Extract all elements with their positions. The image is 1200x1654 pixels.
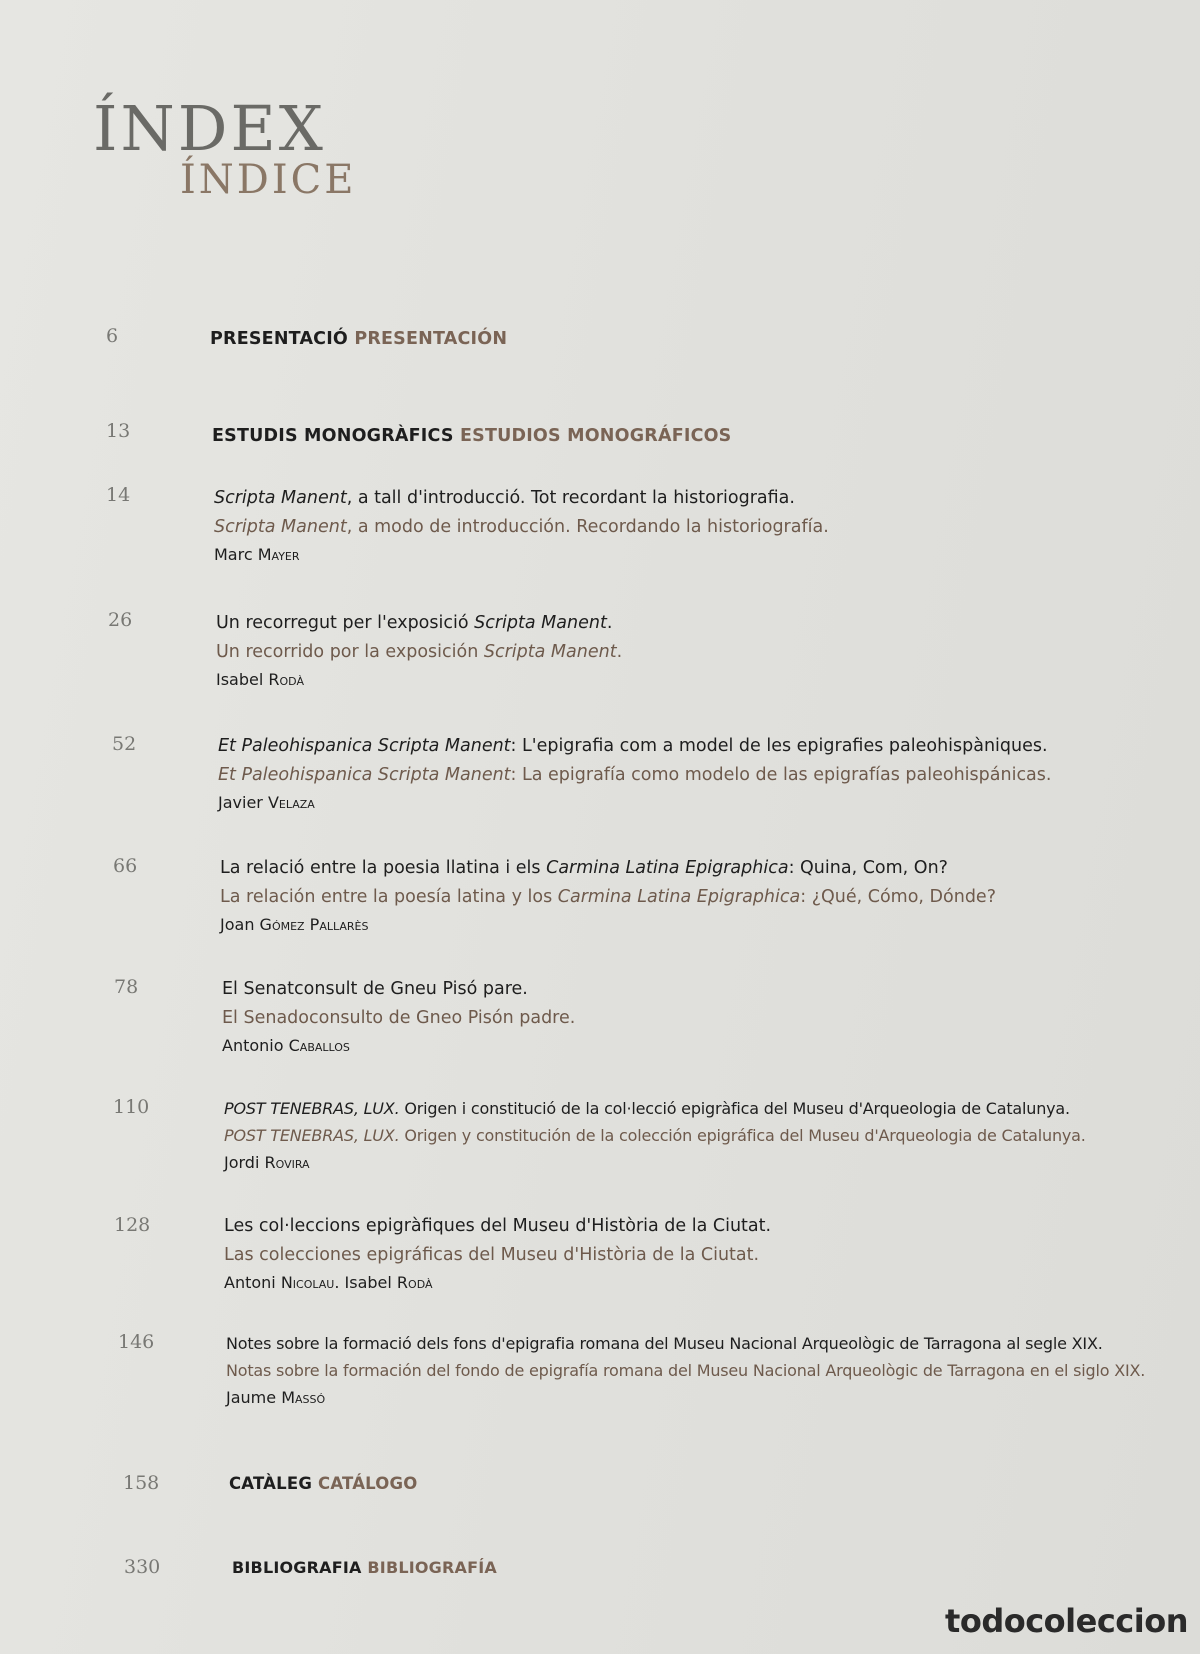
- page-number: 78: [114, 976, 139, 998]
- section-heading-ca: ESTUDIS MONOGRÀFICS: [212, 426, 454, 446]
- entry-title-es: POST TENEBRAS, LUX. Origen y constitución de la colección epigráfica del Museu d'Arqueologia de Catalunya.: [224, 1126, 1086, 1145]
- entry-title-ca: Et Paleohispanica Scripta Manent: L'epigrafia com a model de les epigrafies paleohispàniques.: [218, 736, 1048, 756]
- entry-title-ca: Les col·leccions epigràfiques del Museu d'Història de la Ciutat.: [224, 1216, 772, 1236]
- toc-entry: [214, 490, 829, 563]
- section-heading-es: CATÁLOGO: [318, 1474, 418, 1493]
- section-heading-bibliografia: [232, 1560, 497, 1576]
- section-heading-es: BIBLIOGRAFÍA: [367, 1558, 497, 1577]
- entry-title-es: Las colecciones epigráficas del Museu d'Història de la Ciutat.: [224, 1244, 760, 1265]
- toc-entry: [216, 615, 622, 688]
- entry-title-ca: Un recorregut per l'exposició Scripta Manent.: [216, 613, 613, 633]
- entry-title-ca: POST TENEBRAS, LUX. Origen i constitució de la col·lecció epigràfica del Museu d'Arqueologia de Catalunya.: [224, 1099, 1070, 1118]
- toc-entry: [218, 738, 1051, 811]
- entry-title-es: La relación entre la poesía latina y los Carmina Latina Epigraphica: ¿Qué, Cómo, Dónde?: [220, 886, 996, 907]
- entry-title-es: Un recorrido por la exposición Scripta Manent.: [216, 641, 623, 662]
- page-number: 146: [118, 1331, 155, 1353]
- entry-author: Jaume Massó: [226, 1388, 326, 1407]
- page-number: 6: [106, 325, 119, 347]
- page-number: 13: [106, 420, 131, 442]
- entry-title-es: Notas sobre la formación del fondo de epigrafía romana del Museu Nacional Arqueològic de Tarragona en el siglo XIX.: [226, 1361, 1146, 1380]
- entry-author: Marc Mayer: [214, 545, 300, 564]
- entry-title-ca: El Senatconsult de Gneu Pisó pare.: [222, 979, 528, 999]
- watermark-logo: todocoleccion: [945, 1602, 1188, 1640]
- page-title-catalan: ÍNDEX: [93, 92, 326, 165]
- page-number: 26: [108, 609, 133, 631]
- page-title-spanish: ÍNDICE: [180, 157, 357, 203]
- toc-entry: [226, 1336, 1145, 1406]
- entry-title-ca: Notes sobre la formació dels fons d'epigrafia romana del Museu Nacional Arqueològic de Tarragona al segle XIX.: [226, 1334, 1103, 1353]
- page-number: 128: [114, 1214, 151, 1236]
- page-number: 14: [106, 484, 131, 506]
- section-heading-cataleg: [229, 1476, 418, 1493]
- toc-entry: [224, 1101, 1086, 1171]
- entry-title-ca: Scripta Manent, a tall d'introducció. Tot recordant la historiografia.: [214, 488, 795, 508]
- page-number: 66: [113, 855, 138, 877]
- section-heading-ca: BIBLIOGRAFIA: [232, 1558, 362, 1577]
- entry-author: Javier Velaza: [218, 793, 315, 812]
- entry-title-ca: La relació entre la poesia llatina i els Carmina Latina Epigraphica: Quina, Com, On?: [220, 858, 948, 878]
- entry-author: Antonio Caballos: [222, 1036, 350, 1055]
- entry-title-es: Et Paleohispanica Scripta Manent: La epigrafía como modelo de las epigrafías paleohispánicas.: [218, 764, 1052, 785]
- toc-entry: [220, 860, 996, 933]
- entry-author: Joan Gómez Pallarès: [220, 915, 369, 934]
- section-heading-estudis: [212, 428, 732, 446]
- section-heading-es: PRESENTACIÓN: [354, 329, 508, 349]
- section-heading-es: ESTUDIOS MONOGRÁFICOS: [459, 426, 732, 446]
- entry-title-es: Scripta Manent, a modo de introducción. Recordando la historiografía.: [214, 516, 829, 537]
- page-number: 52: [112, 733, 137, 755]
- page-number: 330: [124, 1556, 161, 1578]
- page-number: 110: [113, 1096, 150, 1118]
- toc-entry: [224, 1218, 771, 1291]
- section-heading-presentacio: [210, 331, 507, 349]
- entry-author: Jordi Rovira: [224, 1153, 310, 1172]
- entry-author: Isabel Rodà: [216, 670, 304, 689]
- entry-author: Antoni Nicolau. Isabel Rodà: [224, 1273, 433, 1292]
- entry-title-es: El Senadoconsulto de Gneo Pisón padre.: [222, 1007, 576, 1028]
- section-heading-ca: CATÀLEG: [229, 1474, 313, 1493]
- section-heading-ca: PRESENTACIÓ: [210, 329, 349, 349]
- page-number: 158: [123, 1472, 160, 1494]
- toc-entry: [222, 981, 575, 1054]
